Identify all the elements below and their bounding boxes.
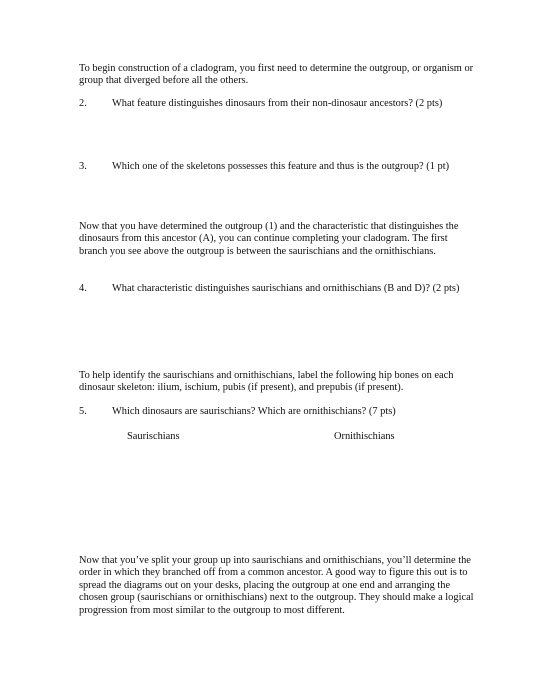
question-number: 4.	[79, 283, 87, 294]
hipbones-paragraph: To help identify the saurischians and ornithischians, label the following hip bones on each dinosaur skeleton: ilium, ischium, pubis (if present), and prepubis (if present).	[79, 370, 454, 394]
ornithischians-column-label: Ornithischians	[334, 431, 395, 442]
question-number: 5.	[79, 406, 87, 417]
question-text: What characteristic distinguishes saurischians and ornithischians (B and D)? (2 pts)	[112, 283, 460, 294]
outgroup-paragraph: Now that you have determined the outgroup (1) and the characteristic that distinguishes the dinosaurs from this ancestor (A), you can continue completing your cladogram. The first branch you see above the outgroup is between the saurischians and the ornithischians.	[79, 221, 459, 257]
question-5	[79, 406, 479, 418]
question-text: What feature distinguishes dinosaurs from their non-dinosaur ancestors? (2 pts)	[112, 98, 443, 109]
question-4	[79, 283, 474, 295]
question-text: Which dinosaurs are saurischians? Which are ornithischians? (7 pts)	[112, 406, 396, 417]
question-number: 2.	[79, 98, 87, 109]
split-paragraph: Now that you’ve split your group up into saurischians and ornithischians, you’ll determine the order in which they branched off from a common ancestor. A good way to figure this out is to spread the diagrams out on your desks, placing the outgroup at one end and arranging the chosen group (saurischians or ornithischians) next to the outgroup. They should make a logical progression from most similar to the outgroup to most different.	[79, 555, 474, 616]
question-3	[79, 161, 479, 173]
question-number: 3.	[79, 161, 87, 172]
question-text: Which one of the skeletons possesses this feature and thus is the outgroup? (1 pt)	[112, 161, 450, 172]
saurischians-column-label: Saurischians	[127, 431, 180, 442]
intro-paragraph: To begin construction of a cladogram, you first need to determine the outgroup, or organism or group that diverged before all the others.	[79, 63, 474, 87]
question-2	[79, 98, 479, 110]
